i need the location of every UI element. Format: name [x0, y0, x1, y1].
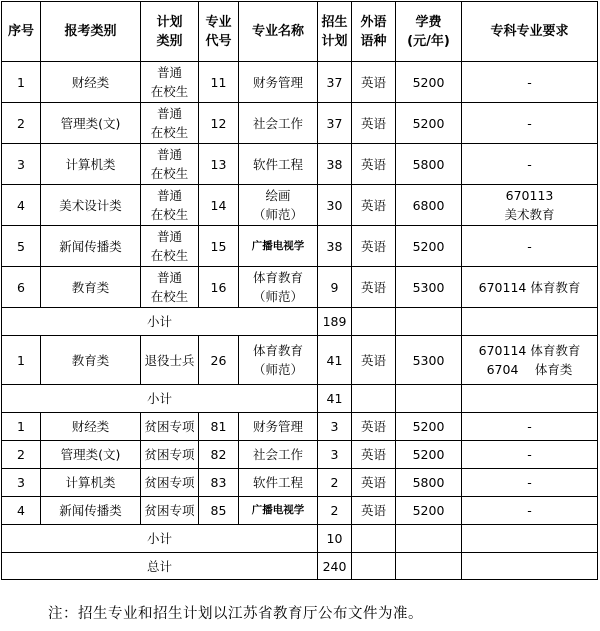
- cell-code: 14: [199, 185, 239, 226]
- header-req: 专科专业要求: [462, 2, 598, 62]
- cell-category: 美术设计类: [41, 185, 141, 226]
- table-row: [2, 336, 598, 385]
- header-no: 序号: [2, 2, 41, 62]
- cell-code: 81: [199, 413, 239, 441]
- cell-req: 670114 体育教育: [462, 267, 598, 308]
- cell-enroll: 3: [318, 413, 352, 441]
- cell-plan: 普通 在校生: [141, 103, 199, 144]
- cell-req: -: [462, 413, 598, 441]
- cell-lang: 英语: [352, 497, 396, 525]
- cell-no: 3: [2, 469, 41, 497]
- cell-enroll: 37: [318, 62, 352, 103]
- footnote: 注：招生专业和招生计划以江苏省教育厅公布文件为准。: [48, 606, 423, 622]
- header-plan-type: 计划 类别: [141, 2, 199, 62]
- cell-no: 4: [2, 497, 41, 525]
- table-row: [2, 144, 598, 185]
- cell-enroll: 2: [318, 469, 352, 497]
- total-row: [2, 553, 598, 580]
- subtotal-value: 41: [318, 385, 352, 413]
- cell-lang: 英语: [352, 469, 396, 497]
- cell-fee: 5200: [396, 441, 462, 469]
- cell-major: 社会工作: [239, 441, 318, 469]
- table-row: [2, 62, 598, 103]
- cell-major: 绘画 （师范）: [239, 185, 318, 226]
- cell-code: 82: [199, 441, 239, 469]
- header-major: 专业名称: [239, 2, 318, 62]
- cell-req: -: [462, 469, 598, 497]
- table-row: [2, 413, 598, 441]
- total-value: 240: [318, 553, 352, 580]
- cell-enroll: 9: [318, 267, 352, 308]
- subtotal-value: 10: [318, 525, 352, 553]
- cell-major: 软件工程: [239, 144, 318, 185]
- cell-fee: 5300: [396, 336, 462, 385]
- cell-req: -: [462, 441, 598, 469]
- subtotal-row: [2, 308, 598, 336]
- cell-major: 财务管理: [239, 413, 318, 441]
- subtotal-row: [2, 525, 598, 553]
- cell-major: 体育教育 （师范）: [239, 267, 318, 308]
- cell-no: 1: [2, 62, 41, 103]
- cell-req: 670114 体育教育 6704 体育类: [462, 336, 598, 385]
- cell-enroll: 38: [318, 226, 352, 267]
- cell-fee: 5200: [396, 497, 462, 525]
- enrollment-plan-table: [1, 1, 598, 580]
- cell-no: 6: [2, 267, 41, 308]
- cell-fee: 5200: [396, 226, 462, 267]
- cell-no: 2: [2, 441, 41, 469]
- cell-no: 3: [2, 144, 41, 185]
- cell-req: -: [462, 226, 598, 267]
- subtotal-row: [2, 385, 598, 413]
- table-row: [2, 441, 598, 469]
- cell-no: 1: [2, 336, 41, 385]
- cell-plan: 普通 在校生: [141, 226, 199, 267]
- table-row: [2, 185, 598, 226]
- cell-plan: 贫困专项: [141, 469, 199, 497]
- cell-enroll: 37: [318, 103, 352, 144]
- cell-no: 5: [2, 226, 41, 267]
- cell-req: -: [462, 62, 598, 103]
- cell-fee: 5200: [396, 103, 462, 144]
- cell-code: 26: [199, 336, 239, 385]
- cell-major: 社会工作: [239, 103, 318, 144]
- cell-lang: 英语: [352, 267, 396, 308]
- cell-req: -: [462, 144, 598, 185]
- cell-category: 新闻传播类: [41, 497, 141, 525]
- cell-plan: 贫困专项: [141, 413, 199, 441]
- cell-code: 15: [199, 226, 239, 267]
- cell-category: 计算机类: [41, 144, 141, 185]
- cell-lang: 英语: [352, 413, 396, 441]
- cell-lang: 英语: [352, 185, 396, 226]
- cell-code: 11: [199, 62, 239, 103]
- cell-category: 财经类: [41, 62, 141, 103]
- cell-category: 管理类(文): [41, 441, 141, 469]
- cell-enroll: 2: [318, 497, 352, 525]
- cell-lang: 英语: [352, 441, 396, 469]
- cell-lang: 英语: [352, 103, 396, 144]
- cell-lang: 英语: [352, 226, 396, 267]
- cell-req: -: [462, 497, 598, 525]
- cell-major: 广播电视学: [239, 497, 318, 525]
- cell-no: 2: [2, 103, 41, 144]
- cell-fee: 5800: [396, 469, 462, 497]
- cell-category: 新闻传播类: [41, 226, 141, 267]
- cell-code: 85: [199, 497, 239, 525]
- table-row: [2, 497, 598, 525]
- cell-fee: 5800: [396, 144, 462, 185]
- cell-major: 体育教育 （师范）: [239, 336, 318, 385]
- header-fee: 学费 (元/年): [396, 2, 462, 62]
- cell-plan: 普通 在校生: [141, 144, 199, 185]
- header-lang: 外语 语种: [352, 2, 396, 62]
- cell-code: 13: [199, 144, 239, 185]
- cell-major: 软件工程: [239, 469, 318, 497]
- cell-plan: 贫困专项: [141, 441, 199, 469]
- cell-code: 12: [199, 103, 239, 144]
- cell-fee: 5300: [396, 267, 462, 308]
- cell-plan: 贫困专项: [141, 497, 199, 525]
- cell-lang: 英语: [352, 336, 396, 385]
- cell-plan: 普通 在校生: [141, 62, 199, 103]
- cell-fee: 6800: [396, 185, 462, 226]
- cell-fee: 5200: [396, 62, 462, 103]
- cell-req: -: [462, 103, 598, 144]
- cell-code: 16: [199, 267, 239, 308]
- cell-plan: 退役士兵: [141, 336, 199, 385]
- cell-plan: 普通 在校生: [141, 267, 199, 308]
- cell-major: 广播电视学: [239, 226, 318, 267]
- cell-category: 管理类(文): [41, 103, 141, 144]
- table-row: [2, 267, 598, 308]
- cell-no: 4: [2, 185, 41, 226]
- cell-code: 83: [199, 469, 239, 497]
- subtotal-label: 小计: [2, 385, 318, 413]
- header-code: 专业 代号: [199, 2, 239, 62]
- cell-req: 670113 美术教育: [462, 185, 598, 226]
- cell-category: 财经类: [41, 413, 141, 441]
- table-header-row: [2, 2, 598, 62]
- cell-lang: 英语: [352, 62, 396, 103]
- table-row: [2, 226, 598, 267]
- header-category: 报考类别: [41, 2, 141, 62]
- cell-lang: 英语: [352, 144, 396, 185]
- cell-enroll: 3: [318, 441, 352, 469]
- header-enroll: 招生 计划: [318, 2, 352, 62]
- table-row: [2, 469, 598, 497]
- subtotal-label: 小计: [2, 525, 318, 553]
- cell-enroll: 30: [318, 185, 352, 226]
- subtotal-label: 小计: [2, 308, 318, 336]
- cell-major: 财务管理: [239, 62, 318, 103]
- cell-plan: 普通 在校生: [141, 185, 199, 226]
- cell-fee: 5200: [396, 413, 462, 441]
- cell-enroll: 38: [318, 144, 352, 185]
- table-row: [2, 103, 598, 144]
- cell-category: 计算机类: [41, 469, 141, 497]
- cell-category: 教育类: [41, 267, 141, 308]
- cell-category: 教育类: [41, 336, 141, 385]
- total-label: 总计: [2, 553, 318, 580]
- cell-no: 1: [2, 413, 41, 441]
- subtotal-value: 189: [318, 308, 352, 336]
- cell-enroll: 41: [318, 336, 352, 385]
